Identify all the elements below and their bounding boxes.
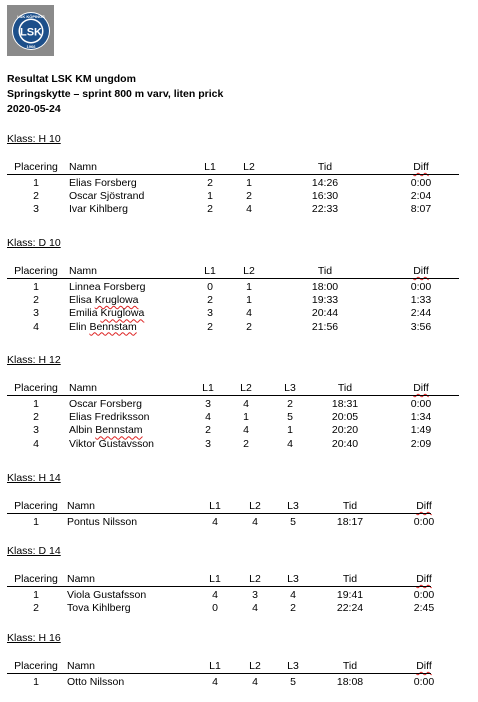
placering-cell: 1 bbox=[33, 177, 39, 189]
diff-cell: 2:09 bbox=[410, 437, 432, 450]
l1-cell: 3 bbox=[205, 398, 211, 410]
col-header-l2: L2 bbox=[249, 573, 261, 585]
l3-cell: 2 bbox=[287, 398, 293, 410]
col-header-namn: Namn bbox=[67, 573, 96, 585]
col-header-l3: L3 bbox=[284, 382, 296, 394]
tid-cell: 19:41 bbox=[336, 589, 364, 601]
diff-cell: 0:00 bbox=[410, 398, 432, 410]
l3-cell: 1 bbox=[287, 424, 293, 437]
placering-cell: 1 bbox=[33, 281, 39, 293]
l1-cell: 3 bbox=[207, 307, 213, 320]
col-header-namn: Namn bbox=[69, 265, 98, 277]
diff-cell: 0:00 bbox=[413, 676, 435, 688]
l1-cell: 4 bbox=[212, 676, 218, 688]
tid-cell: 19:33 bbox=[311, 294, 339, 307]
l3-cell: 4 bbox=[290, 589, 296, 601]
l2-cell: 4 bbox=[246, 203, 252, 216]
col-header-diff: Diff bbox=[416, 660, 432, 672]
placering-cell: 2 bbox=[33, 294, 39, 307]
col-header-l3: L3 bbox=[287, 573, 299, 585]
competition-subtitle: Springskytte – sprint 800 m varv, liten prick bbox=[7, 88, 224, 100]
col-header-tid: Tid bbox=[317, 161, 333, 173]
tid-cell: 22:33 bbox=[311, 203, 339, 216]
diff-cell: 2:44 bbox=[410, 307, 432, 320]
class-heading: Klass: D 14 bbox=[7, 545, 61, 557]
header-rule bbox=[7, 278, 459, 279]
l2-cell: 1 bbox=[243, 411, 249, 424]
col-header-placering: Placering bbox=[14, 161, 58, 173]
placering-cell: 2 bbox=[33, 411, 39, 424]
l1-cell: 0 bbox=[207, 281, 213, 293]
l1-cell: 2 bbox=[205, 424, 211, 437]
col-header-l1: L1 bbox=[209, 660, 221, 672]
header-rule bbox=[7, 395, 459, 396]
tid-cell: 20:44 bbox=[311, 307, 339, 320]
l2-cell: 4 bbox=[252, 602, 258, 615]
name-cell: Elisa Kruglowa bbox=[69, 294, 139, 307]
l2-cell: 3 bbox=[252, 589, 258, 601]
l3-cell: 5 bbox=[290, 676, 296, 688]
col-header-namn: Namn bbox=[69, 161, 98, 173]
class-heading: Klass: D 10 bbox=[7, 237, 61, 249]
placering-cell: 4 bbox=[33, 437, 39, 450]
col-header-placering: Placering bbox=[14, 500, 58, 512]
svg-text:LSK: LSK bbox=[19, 26, 42, 38]
diff-cell: 1:49 bbox=[410, 424, 432, 437]
col-header-placering: Placering bbox=[14, 382, 58, 394]
diff-cell: 0:00 bbox=[413, 516, 435, 528]
name-cell: Otto Nilsson bbox=[67, 676, 125, 688]
l2-cell: 4 bbox=[252, 516, 258, 528]
l3-cell: 5 bbox=[290, 516, 296, 528]
col-header-l2: L2 bbox=[249, 500, 261, 512]
tid-cell: 16:30 bbox=[311, 190, 339, 203]
col-header-l3: L3 bbox=[287, 500, 299, 512]
l1-cell: 2 bbox=[207, 294, 213, 307]
placering-cell: 1 bbox=[33, 516, 39, 528]
name-cell: Emilia Kruglowa bbox=[69, 307, 145, 320]
l1-cell: 1 bbox=[207, 190, 213, 203]
l2-cell: 1 bbox=[246, 294, 252, 307]
l1-cell: 4 bbox=[212, 589, 218, 601]
tid-cell: 22:24 bbox=[336, 602, 364, 615]
l1-cell: 2 bbox=[207, 320, 213, 333]
col-header-l1: L1 bbox=[209, 573, 221, 585]
placering-cell: 4 bbox=[33, 320, 39, 333]
l1-cell: 2 bbox=[207, 203, 213, 216]
diff-cell: 0:00 bbox=[410, 281, 432, 293]
class-heading: Klass: H 12 bbox=[7, 354, 61, 366]
diff-cell: 2:04 bbox=[410, 190, 432, 203]
tid-cell: 18:31 bbox=[331, 398, 359, 410]
l3-cell: 4 bbox=[287, 437, 293, 450]
header-rule bbox=[7, 673, 431, 674]
placering-cell: 3 bbox=[33, 203, 39, 216]
svg-text:1966: 1966 bbox=[26, 43, 35, 49]
placering-cell: 1 bbox=[33, 589, 39, 601]
col-header-diff: Diff bbox=[413, 161, 429, 173]
lsk-logo bbox=[7, 5, 54, 56]
class-heading: Klass: H 10 bbox=[7, 133, 61, 145]
col-header-tid: Tid bbox=[342, 500, 358, 512]
l1-cell: 2 bbox=[207, 177, 213, 189]
col-header-diff: Diff bbox=[416, 500, 432, 512]
name-cell: Pontus Nilsson bbox=[67, 516, 138, 528]
l2-cell: 4 bbox=[246, 307, 252, 320]
name-cell: Oscar Sjöstrand bbox=[69, 190, 145, 203]
col-header-namn: Namn bbox=[67, 500, 96, 512]
l2-cell: 2 bbox=[246, 190, 252, 203]
col-header-diff: Diff bbox=[413, 265, 429, 277]
placering-cell: 1 bbox=[33, 398, 39, 410]
col-header-diff: Diff bbox=[416, 573, 432, 585]
placering-cell: 3 bbox=[33, 307, 39, 320]
l2-cell: 4 bbox=[243, 424, 249, 437]
col-header-tid: Tid bbox=[342, 660, 358, 672]
l3-cell: 5 bbox=[287, 411, 293, 424]
l2-cell: 2 bbox=[243, 437, 249, 450]
col-header-l2: L2 bbox=[240, 382, 252, 394]
l1-cell: 3 bbox=[205, 437, 211, 450]
col-header-l3: L3 bbox=[287, 660, 299, 672]
diff-cell: 2:45 bbox=[413, 602, 435, 615]
results-title: Resultat LSK KM ungdom bbox=[7, 73, 136, 85]
header-rule bbox=[7, 513, 431, 514]
tid-cell: 18:00 bbox=[311, 281, 339, 293]
name-cell: Linnea Forsberg bbox=[69, 281, 146, 293]
col-header-tid: Tid bbox=[342, 573, 358, 585]
col-header-diff: Diff bbox=[413, 382, 429, 394]
diff-cell: 0:00 bbox=[413, 589, 435, 601]
l1-cell: 4 bbox=[205, 411, 211, 424]
l1-cell: 4 bbox=[212, 516, 218, 528]
class-heading: Klass: H 14 bbox=[7, 472, 61, 484]
col-header-l2: L2 bbox=[243, 161, 255, 173]
l2-cell: 4 bbox=[243, 398, 249, 410]
col-header-namn: Namn bbox=[69, 382, 98, 394]
competition-date: 2020-05-24 bbox=[7, 103, 61, 115]
diff-cell: 8:07 bbox=[410, 203, 432, 216]
tid-cell: 14:26 bbox=[311, 177, 339, 189]
col-header-tid: Tid bbox=[317, 265, 333, 277]
class-heading: Klass: H 16 bbox=[7, 632, 61, 644]
name-cell: Elias Forsberg bbox=[69, 177, 137, 189]
diff-cell: 1:34 bbox=[410, 411, 432, 424]
name-cell: Oscar Forsberg bbox=[69, 398, 142, 410]
col-header-tid: Tid bbox=[337, 382, 353, 394]
placering-cell: 2 bbox=[33, 602, 39, 615]
col-header-namn: Namn bbox=[67, 660, 96, 672]
tid-cell: 18:17 bbox=[336, 516, 364, 528]
tid-cell: 18:08 bbox=[336, 676, 364, 688]
tid-cell: 20:20 bbox=[331, 424, 359, 437]
l1-cell: 0 bbox=[212, 602, 218, 615]
diff-cell: 1:33 bbox=[410, 294, 432, 307]
name-cell: Viola Gustafsson bbox=[67, 589, 147, 601]
name-cell: Ivar Kihlberg bbox=[69, 203, 128, 216]
lsk-logo-icon bbox=[11, 11, 51, 51]
l2-cell: 1 bbox=[246, 281, 252, 293]
col-header-placering: Placering bbox=[14, 573, 58, 585]
col-header-placering: Placering bbox=[14, 265, 58, 277]
col-header-l1: L1 bbox=[209, 500, 221, 512]
svg-text:LSK KÖPINGS: LSK KÖPINGS bbox=[16, 13, 45, 19]
tid-cell: 20:40 bbox=[331, 437, 359, 450]
name-cell: Elin Bennstam bbox=[69, 320, 137, 333]
col-header-l1: L1 bbox=[204, 161, 216, 173]
placering-cell: 2 bbox=[33, 190, 39, 203]
placering-cell: 3 bbox=[33, 424, 39, 437]
header-rule bbox=[7, 586, 431, 587]
header-rule bbox=[7, 174, 459, 175]
name-cell: Elias Fredriksson bbox=[69, 411, 150, 424]
l3-cell: 2 bbox=[290, 602, 296, 615]
diff-cell: 0:00 bbox=[410, 177, 432, 189]
l2-cell: 1 bbox=[246, 177, 252, 189]
col-header-placering: Placering bbox=[14, 660, 58, 672]
col-header-l2: L2 bbox=[243, 265, 255, 277]
diff-cell: 3:56 bbox=[410, 320, 432, 333]
l2-cell: 4 bbox=[252, 676, 258, 688]
name-cell: Viktor Gustavsson bbox=[69, 437, 155, 450]
placering-cell: 1 bbox=[33, 676, 39, 688]
tid-cell: 21:56 bbox=[311, 320, 339, 333]
l2-cell: 2 bbox=[246, 320, 252, 333]
col-header-l1: L1 bbox=[202, 382, 214, 394]
col-header-l2: L2 bbox=[249, 660, 261, 672]
name-cell: Albin Bennstam bbox=[69, 424, 143, 437]
col-header-l1: L1 bbox=[204, 265, 216, 277]
tid-cell: 20:05 bbox=[331, 411, 359, 424]
name-cell: Tova Kihlberg bbox=[67, 602, 131, 615]
